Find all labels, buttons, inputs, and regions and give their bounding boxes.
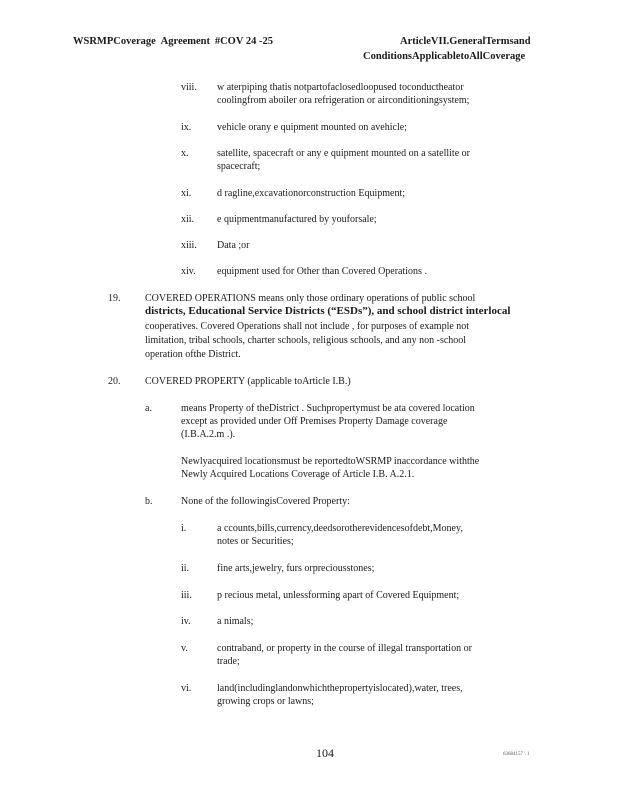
- list-num-viii: viii.: [181, 82, 197, 93]
- b-num-iv: iv.: [181, 616, 191, 627]
- header-left: [73, 36, 273, 47]
- page-number: 104: [316, 746, 334, 760]
- section-19-line5: operation ofthe District.: [145, 349, 241, 360]
- subsection-a-para2-line1: Newlyacquired locationsmust be reportedtoWSRMP inaccordance withthe: [181, 456, 480, 467]
- subsection-b-label: b.: [145, 496, 153, 507]
- header-coverage: WSRMPCoverage: [73, 36, 156, 47]
- b-num-ii: ii.: [181, 563, 190, 574]
- list-item-xiii: Data ;or: [217, 240, 250, 251]
- list-item-x-l1: satellite, spacecraft or any e quipment mounted on a satellite or: [217, 148, 470, 159]
- b-num-iii: iii.: [181, 590, 192, 601]
- b-item-vi-l1: land(includinglandonwhichthepropertyislocated),water, trees,: [217, 683, 463, 694]
- list-num-xiii: xiii.: [181, 240, 197, 251]
- section-19-number: 19.: [108, 293, 121, 304]
- header-right-line1: ArticleVII.GeneralTermsand: [400, 36, 531, 47]
- b-num-vi: vi.: [181, 683, 192, 694]
- section-19-line1: COVERED OPERATIONS means only those ordinary operations of public school: [145, 293, 476, 304]
- b-item-iv: a nimals;: [217, 616, 254, 627]
- subsection-a-line3: (I.B.A.2.m .).: [181, 429, 236, 440]
- list-item-xi: d ragline,excavationorconstruction Equipment;: [217, 188, 405, 199]
- header-cov-number: #COV 24 -25: [214, 36, 273, 47]
- header-right-line2: Conditions Applicable toAllCoverage: [363, 51, 526, 62]
- list-item-x-l2: spacecraft;: [217, 161, 261, 172]
- section-19-line4: limitation, tribal schools, charter schools, religious schools, and any non -school: [145, 335, 467, 346]
- list-item-xii: e quipmentmanufactured by youforsale;: [217, 214, 377, 225]
- b-item-i-l2: notes or Securities;: [217, 536, 294, 547]
- list-num-ix: ix.: [181, 122, 192, 133]
- list-num-xi: xi.: [181, 188, 192, 199]
- subsection-b-text: None of the followingisCovered Property:: [181, 496, 350, 507]
- b-item-ii: fine arts,jewelry, furs orpreciousstones;: [217, 563, 375, 574]
- section-20-number: 20.: [108, 376, 121, 387]
- header-agreement: Agreement: [160, 36, 211, 47]
- subsection-a-line1: means Property of theDistrict . Suchpropertymust be ata covered location: [181, 403, 475, 414]
- list-num-xiv: xiv.: [181, 266, 196, 277]
- b-item-i-l1: a ccounts,bills,currency,deedsorotherevidencesofdebt,Money,: [217, 523, 463, 534]
- list-item-viii-l2: coolingfrom aboiler ora refrigeration or airconditioningsystem;: [217, 95, 470, 106]
- section-19-line3: cooperatives. Covered Operations shall not include , for purposes of example not: [145, 321, 470, 332]
- b-num-i: i.: [181, 523, 187, 534]
- section-19-line2: districts, Educational Service Districts (“ESDs”), and school district interlocal: [145, 305, 511, 317]
- b-item-v-l2: trade;: [217, 656, 240, 667]
- list-item-xiv: equipment used for Other than Covered Operations .: [217, 266, 427, 277]
- list-num-x: x.: [181, 148, 189, 159]
- subsection-a-line2: except as provided under Off Premises Property Damage coverage: [181, 416, 448, 427]
- subsection-a-label: a.: [145, 403, 152, 414]
- b-item-v-l1: contraband, or property in the course of illegal transportation or: [217, 643, 472, 654]
- document-code: 63684157 \ 1: [503, 752, 530, 757]
- section-20-title: COVERED PROPERTY (applicable toArticle I.B.): [145, 376, 351, 387]
- list-num-xii: xii.: [181, 214, 195, 225]
- subsection-a-para2-line2: Newly Acquired Locations Coverage of Article I.B. A.2.1.: [181, 469, 415, 480]
- b-num-v: v.: [181, 643, 188, 654]
- list-item-viii-l1: w aterpiping thatis notpartofaclosedloopused toconductheator: [217, 82, 464, 93]
- b-item-iii: p recious metal, unlessforming apart of Covered Equipment;: [217, 590, 460, 601]
- list-item-ix: vehicle orany e quipment mounted on avehicle;: [217, 122, 407, 133]
- b-item-vi-l2: growing crops or lawns;: [217, 696, 314, 707]
